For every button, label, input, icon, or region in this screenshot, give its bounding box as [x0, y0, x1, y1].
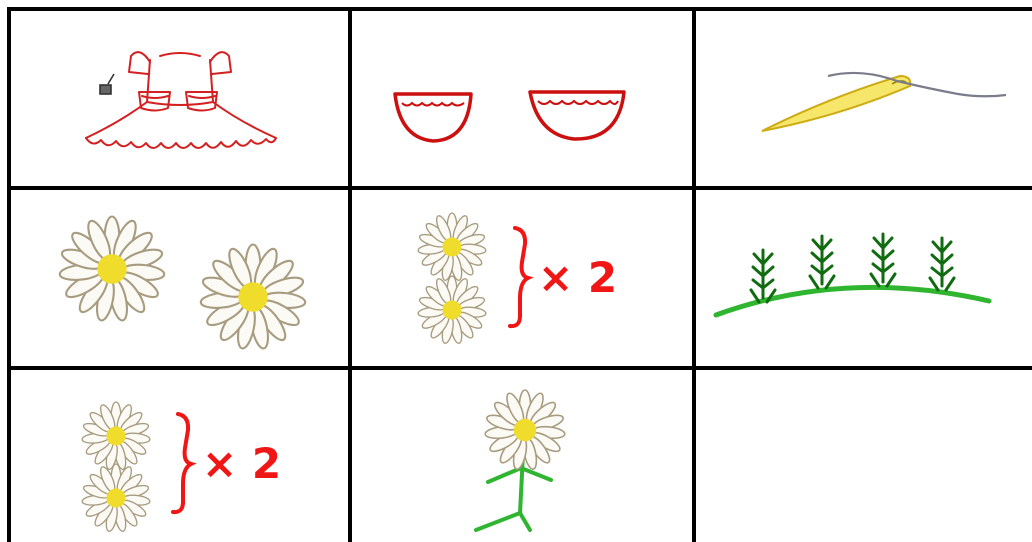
dress-icon: [10, 10, 348, 186]
grid-line-horizontal-1: [7, 186, 1032, 190]
cell-dress: [10, 10, 348, 186]
daisy-icon: [82, 402, 151, 532]
cell-needle: [696, 10, 1032, 186]
multiplier-label: × 2: [202, 439, 282, 488]
daisy-icon: [10, 190, 348, 366]
daisy-icon: [418, 213, 487, 344]
branch-stitch-icon: [696, 190, 1032, 366]
cell-two-daisies: [10, 190, 348, 366]
cell-daisies-times-two: [352, 190, 692, 366]
grid-border-top: [7, 7, 1032, 11]
grid-border-left: [7, 7, 11, 542]
cell-daisy-stem: [352, 370, 692, 542]
grid-line-horizontal-2: [7, 366, 1032, 370]
needle-thread-icon: [696, 10, 1032, 186]
cell-branch-stitch: [696, 190, 1032, 366]
grid-line-vertical-1: [348, 7, 352, 542]
daisy-stem-icon: [352, 370, 692, 542]
cell-pockets: [352, 10, 692, 186]
pocket-icon: [352, 10, 692, 186]
multiplier-label: × 2: [538, 253, 618, 302]
grid-line-vertical-2: [692, 7, 696, 542]
brace-icon: [173, 414, 191, 512]
cell-empty: [696, 370, 1032, 542]
brace-icon: [510, 228, 528, 326]
cell-daisies-times-two-lower: [10, 370, 348, 542]
